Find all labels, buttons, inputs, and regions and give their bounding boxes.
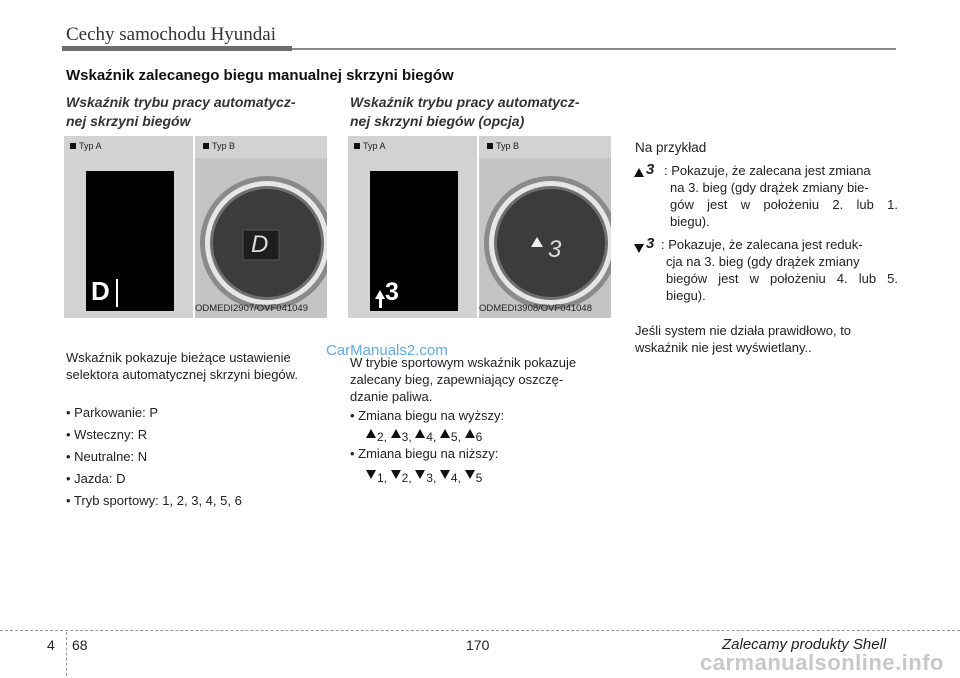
col2-typ-b — [487, 141, 519, 151]
ex2-line: biegów jest w położeniu 4. lub 5. — [666, 271, 898, 286]
ex1-line: gów jest w położeniu 2. lub 1. — [670, 197, 898, 212]
typ-b-label: Typ B — [212, 141, 236, 151]
gear-item: 4, — [426, 430, 437, 444]
footer-right-text: Zalecamy produkty Shell — [722, 636, 887, 653]
col2-up-gears — [366, 425, 482, 446]
up-arrow-icon — [634, 164, 645, 182]
col2-gauge-b — [479, 158, 611, 318]
col2-figure — [348, 136, 611, 318]
list-item: • Jazda: D — [66, 471, 126, 486]
ex1-line: biegu). — [670, 214, 710, 229]
col1-lcd-a — [86, 171, 174, 311]
gear-item: 5, — [450, 430, 461, 444]
footer-chapter: 4 — [47, 637, 55, 653]
col2-subtitle — [350, 93, 580, 131]
col1-typ-b — [203, 141, 235, 151]
gear-item: 3, — [401, 430, 412, 444]
header-title: Cechy samochodu Hyundai — [66, 24, 277, 45]
col1-bullet-list — [66, 404, 326, 509]
footer-divider — [66, 632, 67, 676]
footer-page-left: 68 — [72, 637, 88, 653]
list-item: • Wsteczny: R — [66, 427, 148, 442]
gear-up-icon — [375, 290, 385, 299]
gear-item: 4, — [450, 471, 461, 485]
gear-display-a: 3 — [385, 278, 399, 306]
ex2-line: cja na 3. bieg (gdy drążek zmiany — [666, 254, 860, 269]
up-arrow-icon — [440, 429, 450, 438]
col1-figure-code: ODMEDI2907/OVF041049 — [195, 303, 309, 314]
note-line: wskaźnik nie jest wyświetlany.. — [635, 340, 812, 355]
col2-typ-a — [354, 141, 386, 151]
col3-example-heading: Na przykład — [635, 140, 707, 155]
col2-figure-code: ODMEDI3908/OVF041048 — [479, 303, 593, 314]
col2-lcd-a — [370, 171, 458, 311]
desc-line: Wskaźnik pokazuje bieżące ustawienie — [66, 350, 291, 365]
typ-b-label: Typ B — [496, 141, 520, 151]
gear-up-icon-stem — [379, 299, 382, 308]
col1-subtitle — [66, 93, 296, 131]
gear-display-b: D — [251, 231, 269, 258]
desc-line: zalecany bieg, zapewniający oszczę- — [350, 372, 564, 387]
col2-description — [350, 354, 612, 405]
list-item: • Neutralne: N — [66, 449, 148, 464]
col2-down-gears — [366, 466, 482, 487]
up-arrow-icon — [391, 429, 401, 438]
gear-item: 6 — [475, 430, 483, 444]
col1-figure — [64, 136, 327, 318]
ex1-line: : Pokazuje, że zalecana jest zmiana — [664, 163, 871, 178]
list-item: • Parkowanie: P — [66, 405, 158, 420]
col3-note — [635, 322, 897, 356]
gear-item: 2, — [401, 471, 412, 485]
ex2-line: biegu). — [666, 288, 706, 303]
col1-subtitle-line: Wskaźnik trybu pracy automatycz- — [66, 94, 296, 110]
up-arrow-icon — [366, 429, 376, 438]
col1-description — [66, 349, 326, 383]
typ-a-label: Typ A — [363, 141, 386, 151]
down-arrow-icon — [465, 470, 475, 479]
gear-display-a: D — [91, 276, 110, 306]
desc-line: selektora automatycznej skrzyni biegów. — [66, 367, 298, 382]
gear-item: 5 — [475, 471, 483, 485]
ex1-gear: 3 — [646, 161, 655, 178]
site-watermark: carmanualsonline.info — [700, 650, 944, 675]
down-arrow-icon — [415, 470, 425, 479]
col2-down-label: • Zmiana biegu na niższy: — [350, 446, 499, 461]
footer-page-center: 170 — [466, 637, 490, 653]
typ-a-label: Typ A — [79, 141, 102, 151]
list-item: • Tryb sportowy: 1, 2, 3, 4, 5, 6 — [66, 493, 242, 508]
ex2-line: : Pokazuje, że zalecana jest reduk- — [661, 237, 863, 252]
desc-line: W trybie sportowym wskaźnik pokazuje — [350, 355, 577, 370]
up-arrow-icon — [465, 429, 475, 438]
up-arrow-icon — [415, 429, 425, 438]
watermark: CarManuals2.com — [326, 342, 448, 359]
col1-typ-a — [70, 141, 102, 151]
section-title: Wskaźnik zalecanego biegu manualnej skrzyni biegów — [66, 67, 454, 84]
gear-item: 3, — [426, 471, 437, 485]
col1-subtitle-line: nej skrzyni biegów — [66, 113, 191, 129]
header-rule — [292, 48, 896, 50]
lcd-bar — [116, 279, 118, 307]
ex1-line: na 3. bieg (gdy drążek zmiany bie- — [670, 180, 869, 195]
header-bar — [62, 46, 292, 51]
gear-item: 2, — [377, 430, 388, 444]
footer-rule — [0, 630, 960, 631]
down-arrow-icon — [440, 470, 450, 479]
down-arrow-icon — [391, 470, 401, 479]
down-arrow-icon — [634, 240, 645, 258]
desc-line: dzanie paliwa. — [350, 389, 433, 404]
ex2-gear: 3 — [646, 235, 655, 252]
down-arrow-icon — [366, 470, 376, 479]
col2-subtitle-line: nej skrzyni biegów (opcja) — [350, 113, 525, 129]
gear-item: 1, — [377, 471, 388, 485]
col2-subtitle-line: Wskaźnik trybu pracy automatycz- — [350, 94, 580, 110]
col2-up-label: • Zmiana biegu na wyższy: — [350, 408, 505, 423]
gear-display-b: 3 — [548, 236, 562, 263]
note-line: Jeśli system nie działa prawidłowo, to — [635, 323, 852, 338]
